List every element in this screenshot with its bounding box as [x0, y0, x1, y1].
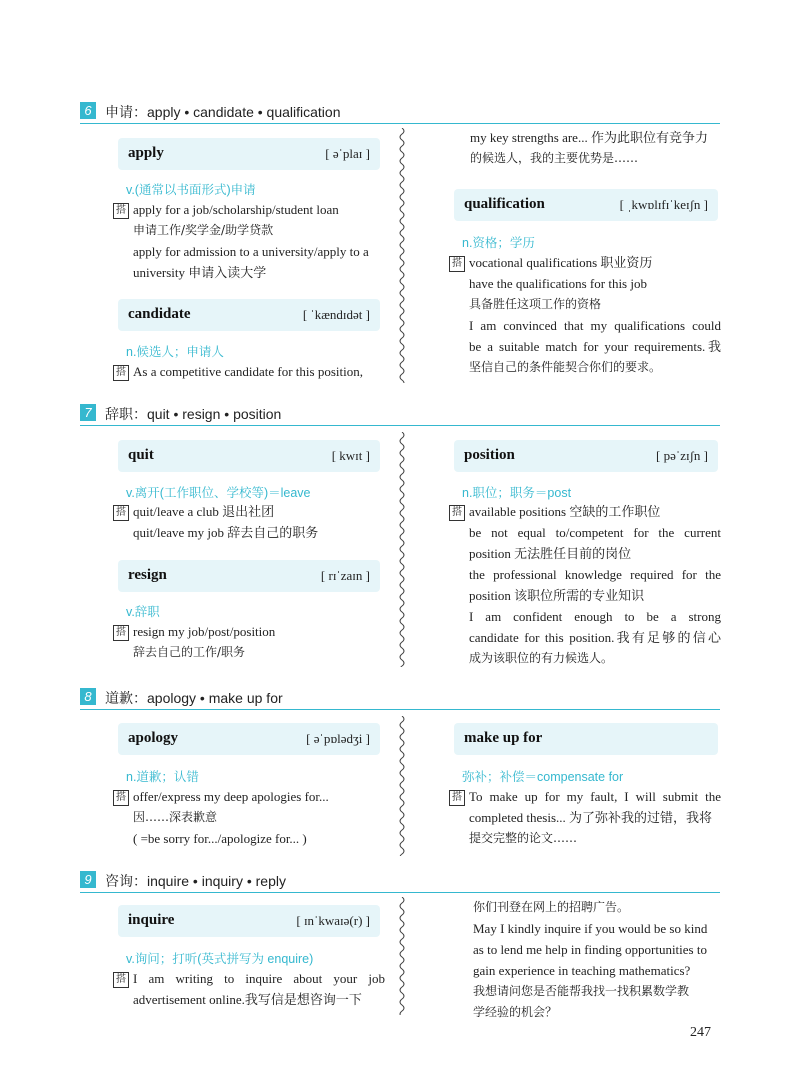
section-number: 9: [80, 871, 96, 888]
definition: n.道歉；认错: [126, 770, 199, 784]
entry-resign: [118, 560, 380, 592]
headword: qualification: [464, 196, 545, 212]
phonetic: [ kwɪt ]: [331, 448, 370, 463]
example-line: As a competitive candidate for this position,: [133, 364, 363, 379]
example-line: To make up for my fault, I will submit the: [469, 789, 721, 804]
headword: inquire: [128, 912, 175, 928]
definition: n.职位；职务＝post: [462, 486, 572, 500]
entry-inquire: [118, 905, 380, 937]
collocation-icon: 搭: [113, 625, 129, 641]
collocation-icon: 搭: [449, 505, 465, 521]
headword: apply: [128, 145, 164, 161]
example-line: I am confident enough to be a strong: [469, 609, 721, 624]
example-line: May I kindly inquire if you would be so kind: [473, 921, 708, 936]
example-line: ( =be sorry for.../apologize for... ): [133, 831, 307, 846]
example-line: 坚信自己的条件能契合你们的要求。: [469, 360, 662, 374]
section-header-8: [80, 687, 720, 710]
example-line: I am convinced that my qualifications could: [469, 318, 721, 333]
headword: candidate: [128, 306, 191, 322]
column-divider: [398, 432, 406, 667]
column-divider: [398, 716, 406, 856]
example-line: position 该职位所需的专业知识: [469, 588, 645, 603]
entry-qualification: [454, 189, 718, 221]
collocation-icon: 搭: [449, 790, 465, 806]
example-line: my key strengths are... 作为此职位有竞争力: [470, 130, 708, 145]
headword: quit: [128, 447, 154, 463]
collocation-icon: 搭: [113, 972, 129, 988]
headword: make up for: [464, 730, 543, 746]
entry-candidate: [118, 299, 380, 331]
example-line: 学经验的机会？: [473, 1005, 558, 1019]
collocation-icon: 搭: [113, 505, 129, 521]
example-line: completed thesis... 为了弥补我的过错，我将: [469, 810, 713, 825]
section-title: 辞职：quit • resign • position: [105, 406, 282, 422]
entry-apology: [118, 723, 380, 755]
example-line: I am writing to inquire about your job: [133, 971, 385, 986]
example-line: as to lend me help in finding opportunities to: [473, 942, 707, 957]
headword: apology: [128, 730, 179, 746]
entry-quit: [118, 440, 380, 472]
section-title: 道歉：apology • make up for: [105, 690, 283, 706]
definition: 弥补；补偿＝compensate for: [462, 770, 624, 784]
example-line: 你们刊登在网上的招聘广告。: [473, 900, 630, 914]
example-line: 成为该职位的有力候选人。: [469, 651, 614, 665]
example-line: the professional knowledge required for the: [469, 567, 721, 582]
entry-apply: [118, 138, 380, 170]
example-line: apply for admission to a university/apply to a: [133, 244, 369, 259]
example-line: be a suitable match for your requirements.我: [469, 339, 721, 354]
phonetic: [ ˈkændɪdət ]: [302, 307, 370, 322]
example-line: gain experience in teaching mathematics?: [473, 963, 691, 978]
example-line: 具备胜任这项工作的资格: [469, 297, 602, 311]
example-line: offer/express my deep apologies for...: [133, 789, 329, 804]
definition: v.询问；打听(英式拼写为 enquire): [126, 952, 314, 966]
headword: position: [464, 447, 515, 463]
example-line: vocational qualifications 职业资历: [469, 255, 653, 270]
example-line: advertisement online.我写信是想咨询一下: [133, 992, 362, 1007]
page-number: 247: [690, 1025, 711, 1040]
example-line: 申请工作/奖学金/助学贷款: [133, 223, 274, 237]
phonetic: [ ˌkwɒlɪfɪˈkeɪʃn ]: [619, 197, 708, 212]
example-line: 的候选人，我的主要优势是……: [470, 151, 639, 165]
phonetic: [ ɪnˈkwaɪə(r) ]: [296, 913, 370, 928]
phonetic: [ rɪˈzaɪn ]: [320, 568, 370, 583]
example-line: be not equal to/competent for the current: [469, 525, 721, 540]
definition: v.辞职: [126, 605, 160, 619]
collocation-icon: 搭: [113, 790, 129, 806]
section-title: 咨询：inquire • inquiry • reply: [105, 873, 286, 889]
definition: n.候选人；申请人: [126, 345, 224, 359]
section-number: 7: [80, 404, 96, 421]
section-title: 申请：apply • candidate • qualification: [105, 104, 341, 120]
section-number: 8: [80, 688, 96, 705]
example-line: quit/leave my job 辞去自己的职务: [133, 525, 319, 540]
example-line: have the qualifications for this job: [469, 276, 647, 291]
example-line: university 申请入读大学: [133, 265, 267, 280]
column-divider: [398, 897, 406, 1015]
definition: n.资格；学历: [462, 236, 535, 250]
entry-make-up-for: [454, 723, 718, 755]
example-line: available positions 空缺的工作职位: [469, 504, 661, 519]
collocation-icon: 搭: [113, 203, 129, 219]
phonetic: [ əˈplaɪ ]: [325, 146, 370, 161]
phonetic: [ pəˈzɪʃn ]: [656, 448, 708, 463]
collocation-icon: 搭: [449, 256, 465, 272]
collocation-icon: 搭: [113, 365, 129, 381]
example-line: 因……深表歉意: [133, 810, 218, 824]
section-header-6: [80, 101, 720, 124]
definition: v.(通常以书面形式)申请: [126, 183, 256, 197]
example-line: 辞去自己的工作/职务: [133, 645, 246, 659]
example-line: 提交完整的论文……: [469, 831, 578, 845]
entry-position: [454, 440, 718, 472]
example-line: apply for a job/scholarship/student loan: [133, 202, 339, 217]
section-header-7: [80, 403, 720, 426]
example-line: candidate for this position.我有足够的信心: [469, 630, 721, 645]
example-line: position 无法胜任目前的岗位: [469, 546, 632, 561]
section-number: 6: [80, 102, 96, 119]
example-line: quit/leave a club 退出社团: [133, 504, 275, 519]
definition: v.离开(工作职位、学校等)＝leave: [126, 486, 311, 500]
example-line: 我想请问您是否能帮我找一找积累数学教: [473, 984, 690, 998]
section-header-9: [80, 870, 720, 893]
column-divider: [398, 128, 406, 383]
headword: resign: [128, 567, 167, 583]
phonetic: [ əˈpɒlədʒi ]: [306, 731, 370, 746]
example-line: resign my job/post/position: [133, 624, 276, 639]
